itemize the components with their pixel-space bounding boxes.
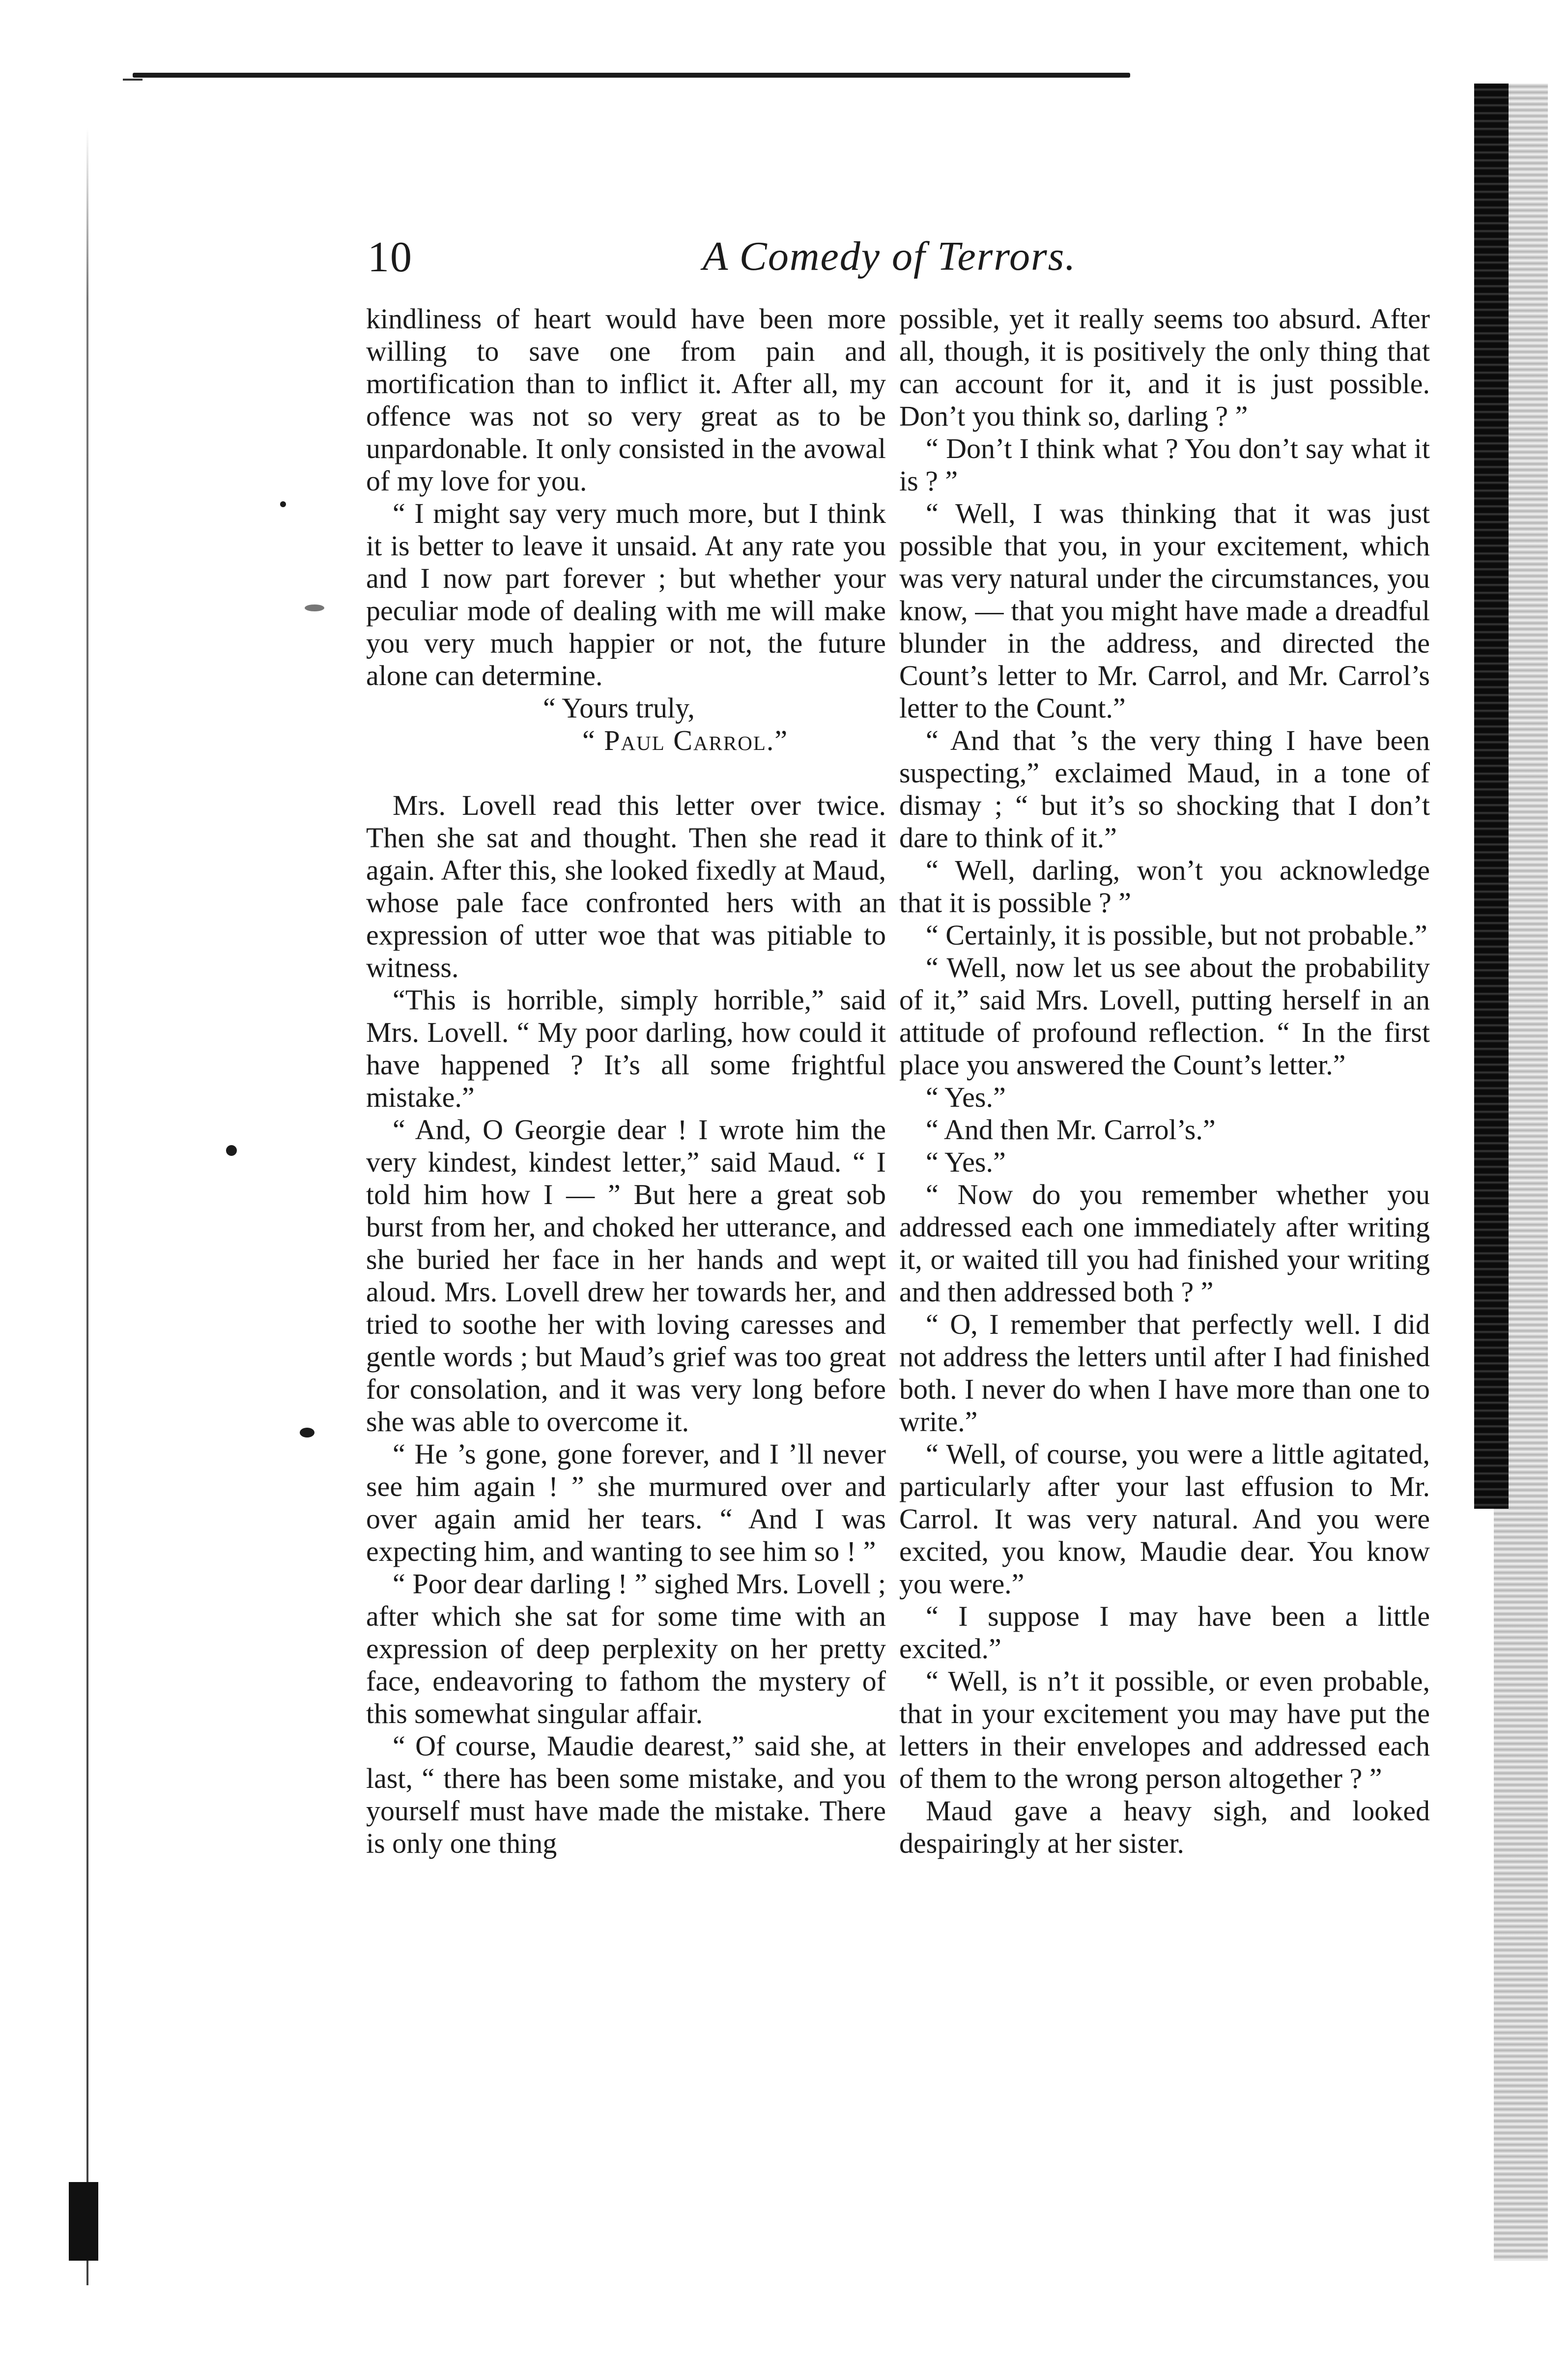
paragraph: “ Certainly, it is possible, but not probable.” [926,919,1427,951]
paragraph: Maud gave a heavy sigh, and looked despairingly at her sister. [899,1795,1430,1859]
ink-speck [300,1428,314,1437]
paragraph: “ Yes.” [926,1146,1006,1178]
binding-edge [1474,84,1509,1509]
letter-signature: “ Paul Carrol.” [582,724,789,756]
paragraph: “ O, I remember that perfectly well. I did not address the letters until after I had finished both. I never do when I have more than one to write.” [899,1308,1430,1437]
top-rule [133,73,1130,78]
corner-ink-mark [69,2182,98,2261]
paragraph: “ And then Mr. Carrol’s.” [926,1114,1216,1146]
paragraph: “ Well, darling, won’t you acknowledge that it is possible ? ” [899,854,1430,919]
paragraph: “ Well, of course, you were a little agitated, particularly after your last effusion to Mr. Carrol. It was very natural. And you were excited, you know, Maudie dear. You know you were.” [899,1438,1430,1600]
paragraph: “ I might say very much more, but I think it is better to leave it unsaid. At any rate you and I now part forever ; but whether your peculiar mode of dealing with me will make you very much happier or not, the future alone can determine. [366,497,886,691]
top-rule-tail [123,79,143,81]
ink-speck [280,501,286,507]
paragraph: “ Well, is n’t it possible, or even probable, that in your excitement you may have put the letters in their envelopes and addressed each of them to the wrong person altogether ? ” [899,1665,1430,1794]
ink-speck [305,604,324,611]
paragraph: “ And that ’s the very thing I have been suspecting,” exclaimed Maud, in a tone of dismay ; “ but it’s so shocking that I don’t dare to think of it.” [899,724,1430,854]
paragraph: “ Poor dear darling ! ” sighed Mrs. Lovell ; after which she sat for some time with an expression of deep perplexity on her pretty face, endeavoring to fathom the mystery of this somewhat singular affair. [366,1568,886,1729]
paragraph: possible, yet it really seems too absurd. After all, though, it is positively the only thing that can account for it, and it is just possible. Don’t you think so, darling ? ” [899,303,1430,432]
paragraph: “ Now do you remember whether you addressed each one immediately after writing it, or waited till you had finished your writing and then addressed both ? ” [899,1178,1430,1308]
paragraph: “ He ’s gone, gone forever, and I ’ll never see him again ! ” she murmured over and over again amid her tears. “ And I was expecting him, and wanting to see him so ! ” [366,1438,886,1567]
paragraph: “ Yes.” [926,1081,1006,1113]
page-number: 10 [368,233,413,281]
left-margin-line [86,128,88,2285]
paragraph: “ Don’t I think what ? You don’t say what it is ? ” [899,432,1430,497]
paragraph: “ Of course, Maudie dearest,” said she, at last, “ there has been some mistake, and you yourself must have made the mistake. There is only one thing [366,1730,886,1859]
paragraph: “ I suppose I may have been a little excited.” [899,1600,1430,1665]
letter-closing: “ Yours truly, [543,692,695,724]
right-column [899,303,1430,1860]
running-title: A Comedy of Terrors. [703,233,1077,279]
paragraph: kindliness of heart would have been more willing to save one from pain and mortification than to inflict it. After all, my offence was not so very great as to be unpardonable. It only consisted in the avowal of my love for you. [366,303,886,497]
paragraph: Mrs. Lovell read this letter over twice. Then she sat and thought. Then she read it again. After this, she looked fixedly at Maud, whose pale face confronted hers with an expression of utter woe that was pitiable to witness. [366,789,886,983]
paragraph: “ Well, I was thinking that it was just possible that you, in your excitement, which was very natural under the circumstances, you know, — that you might have made a dreadful blunder in the address, and directed the Count’s letter to Mr. Carrol, and Mr. Carrol’s letter to the Count.” [899,497,1430,724]
paragraph: “This is horrible, simply horrible,” said Mrs. Lovell. “ My poor darling, how could it have happened ? It’s all some frightful mistake.” [366,984,886,1113]
left-column [366,303,886,1860]
paragraph: “ And, O Georgie dear ! I wrote him the very kindest, kindest letter,” said Maud. “ I told him how I — ” But here a great sob burst from her, and choked her utterance, and she buried her face in her hands and wept aloud. Mrs. Lovell drew her towards her, and tried to soothe her with loving caresses and gentle words ; but Maud’s grief was too great for consolation, and it was very long before she was able to overcome it. [366,1114,886,1437]
ink-speck [226,1145,237,1156]
paragraph: “ Well, now let us see about the probability of it,” said Mrs. Lovell, putting herself in an attitude of profound reflection. “ In the first place you answered the Count’s letter.” [899,951,1430,1081]
